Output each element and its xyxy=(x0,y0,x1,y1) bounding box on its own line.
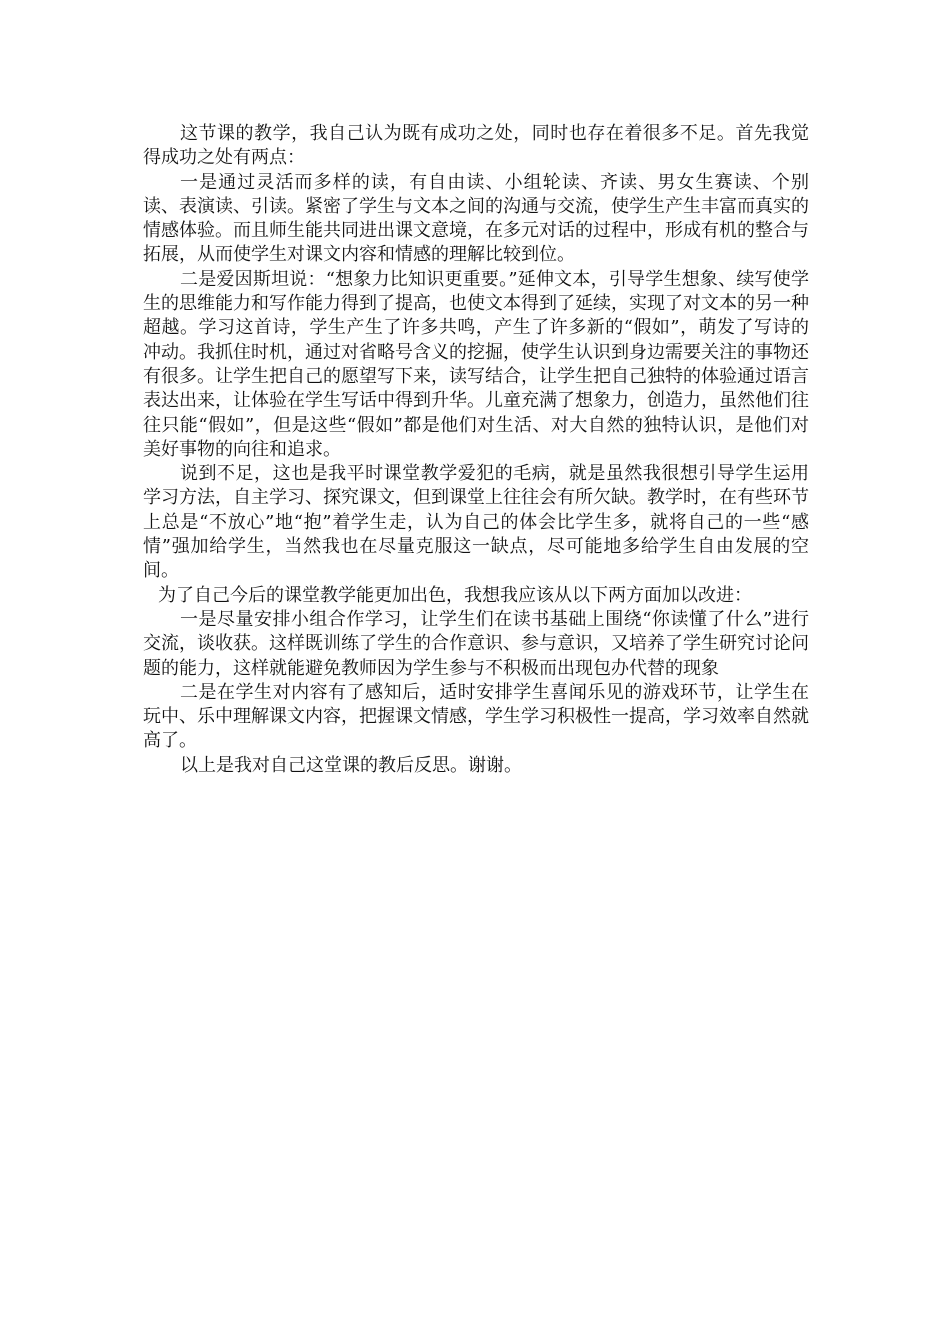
paragraph-success-point-two: 二是爱因斯坦说：“想象力比知识更重要。”延伸文本，引导学生想象、续写使学生的思维能力和写作能力得到了提高，也使文本得到了延续，实现了对文本的另一种超越。学习这首诗，学生产生了许多共鸣，产生了许多新的“假如”，萌发了写诗的冲动。我抓住时机，通过对省略号含义的挖掘，使学生认识到身边需要关注的事物还有很多。让学生把自己的愿望写下来，读写结合，让学生把自己独特的体验通过语言表达出来，让体验在学生写话中得到升华。儿童充满了想象力，创造力，虽然他们往往只能“假如”，但是这些“假如”都是他们对生活、对大自然的独特认识，是他们对美好事物的向往和追求。 xyxy=(143,268,809,460)
paragraph-closing: 以上是我对自己这堂课的教后反思。谢谢。 xyxy=(180,754,522,776)
document-body xyxy=(143,122,809,778)
paragraph-improvement-two: 二是在学生对内容有了感知后，适时安排学生喜闻乐见的游戏环节，让学生在玩中、乐中理解课文内容，把握课文情感，学生学习积极性一提高，学习效率自然就高了。 xyxy=(143,681,809,752)
paragraph-shortcomings: 说到不足，这也是我平时课堂教学爱犯的毛病，就是虽然我很想引导学生运用学习方法，自主学习、探究课文，但到课堂上往往会有所欠缺。教学时，在有些环节上总是“不放心”地“抱”着学生走，认为自己的体会比学生多，就将自己的一些“感情”强加给学生，当然我也在尽量克服这一缺点，尽可能地多给学生自由发展的空间。 xyxy=(143,463,809,582)
paragraph-success-point-one: 一是通过灵活而多样的读，有自由读、小组轮读、齐读、男女生赛读、个别读、表演读、引读。紧密了学生与文本之间的沟通与交流，使学生产生丰富而真实的情感体验。而且师生能共同进出课文意境，在多元对话的过程中，形成有机的整合与拓展，从而使学生对课文内容和情感的理解比较到位。 xyxy=(143,171,809,266)
paragraph-improvement-one: 一是尽量安排小组合作学习，让学生们在读书基础上围绕“你读懂了什么”进行交流，谈收获。这样既训练了学生的合作意识、参与意识，又培养了学生研究讨论问题的能力，这样就能避免教师因为学生参与不积极而出现包办代替的现象 xyxy=(143,608,809,679)
paragraph-intro: 这节课的教学，我自己认为既有成功之处，同时也存在着很多不足。首先我觉得成功之处有两点： xyxy=(143,123,809,169)
paragraph-improvement-intro: 为了自己今后的课堂教学能更加出色，我想我应该从以下两方面加以改进： xyxy=(158,584,752,606)
